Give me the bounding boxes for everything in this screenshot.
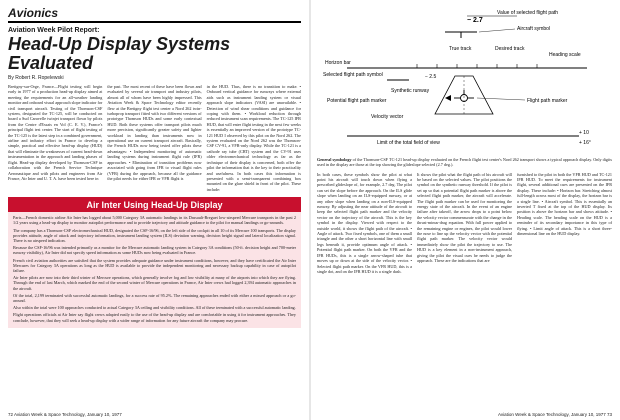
hud-diagram <box>317 6 612 154</box>
article-column: In both cases, these symbols show the pilot at what point his aircraft will touch down when flying a prescribed glideslope of, for example, 2.7 deg. The pilot can set the slope before the approach. On the ILS glide slope when landing on an ILS-equipped runway, or at any other slope when landing on a non-ILS-equipped runway. By adjusting the near attitude of the aircraft to keep the selected flight path marker and the velocity vector on the trajectory of the aircraft. This is the key symbol in the display. Viewed with respect to the outside world, it shows the flight path of the aircraft. • Angle of attack. Two fixed symbols, one of them a small triangle and the other a short horizontal line with small legs beneath it, provide optimum angle of attack. • Potential flight path marker. On both the VFR and the IFR HUDs, this is a single arrow-shaped tube that moves up or down at the side of the velocity vector. • Selected flight path marker. On the VFR HUD, this is a single dot, and on the IFR HUD it is a single dash. <box>317 171 412 274</box>
kicker: Aviation Week Pilot Report: <box>8 27 100 34</box>
headline: Head-Up Display Systems Evaluated <box>8 34 231 73</box>
box-paragraph: French civil aviation authorities are satisfied that the system provides adequate guidance under instrument conditions, however, and they have certificated the Air Inter Mercures for Category 3A operations as long as the HUD is available to provide the independent monitoring and necessary backup capability in case of autopilot failure. <box>13 257 296 273</box>
sidebar-box <box>8 197 301 328</box>
label-aircraft-symbol: Aircraft symbol <box>517 26 551 32</box>
article-column: Bretigny-sur-Orge, France—Flight testing will begin early in 1977 of a production head-up display aimed at meeting the requirements for an all-weather landing monitor and onboard visual approach slope indicator for civil transport aircraft. Testing of the Thomson-CSF system, designated the TC-125, will be conducted on board a Sud Caravelle twinjet transport flown by pilots from the Centre d'Essais en Vol (C. E. V.), France's principal flight test center. The start of flight testing of the TC-125 is the latest step in a combined government, airline and industry effort in France to develop a simple, practical and effective head-up display (HUD) that will eliminate the weaknesses of current head-down instrumentation in the approach and landing phases of flight. Head-up display developed by Thomson-CSF in collaboration with the French Service Technique Aeronautique and with pilots and engineers from Air France, Air Inter and U. T. A. have been tested here in <box>8 84 103 181</box>
box-paragraph: Air Inter pilots are now into their third winter of Mercure operations, which generally involve fog and low visibility at many of the airports into which they are flying. Through the end of last March, which marked the end of the second winter of Mercure operations in France, Air Inter crews had logged 2,394 automatic approaches in the aircraft. <box>13 275 296 291</box>
section-title: Avionics <box>8 6 59 20</box>
label-flight-path-marker: Flight path marker <box>527 98 568 104</box>
page-folio-left: 72 Aviation Week & Space Technology, January 10, 1977 <box>8 412 122 417</box>
article-columns-right <box>317 172 612 275</box>
label-heading-scale: Heading scale <box>549 52 581 58</box>
left-page <box>0 0 309 420</box>
box-paragraph: Flight operations officials at Air Inter say flight crews adapted easily to the use of the head-up display and are comfortable in using it for instrument approaches. They conclude, however, that they will seek a head-up display with a wider range of information for any future aircraft the company may procure. <box>13 312 296 323</box>
right-page <box>311 0 620 420</box>
byline: By Robert R. Ropelewski <box>8 75 64 81</box>
box-paragraph: Of the total, 2,199 terminated with successful automatic landings, for a success rate of 95.2%. The remaining approaches ended with either a missed approach or a go-around. <box>13 292 296 303</box>
article-column: in the HUD. Thus, there is no transition to make. • Onboard vertical guidance for runways where external aids such as instrument landing system or visual approach slope indicators (VASI) are unavailable. • Detection of wind shear conditions and guidance for coping with them. • Workload reduction through reduced instrument scan requirements. The TC-125 IFR HUD, that will enter flight testing in the next few weeks is essentially an improved version of the prototype TC-121 HUD I observed by this pilot on the Nord 262. The system evaluated on the Nord 262 was the Thomson-CSF CV-91, a VFR-only display. While the TC-121 is a cathode ray tube (CRT) system and the CV-91 uses older electromechanical technology as far as the technique of their display is concerned, both offer the pilot the information that is the key to their practicality and usefulness. In both cases this information is presented with a semi-transparent combining box mounted on the glare shield in front of the pilot. These include: <box>206 84 301 192</box>
label-selected-fp-symbol: Selected flight path symbol <box>323 72 383 78</box>
label-horizon-bar: Horizon bar <box>325 60 351 66</box>
figure-caption <box>317 157 612 168</box>
box-paragraph: Also within the total were 100 approaches conducted to actual Category 3A ceiling and visibility conditions. All of these terminated with a successful automatic landing. <box>13 305 296 311</box>
box-paragraph: Paris—French domestic airline Air Inter has logged about 5,000 Category 3A automatic landings in its Dassault-Breguet low-airspeed Mercure transports in the past 2 1/2 years using a head-up display to monitor autopilot performance and to provide trajectory and attitude guidance to the pilot for manual landings or go-arounds. <box>13 215 296 226</box>
article-columns <box>8 84 301 192</box>
label-value-selected-fpa: Value of selected flight path <box>497 10 559 16</box>
page-folio-right: Aviation Week & Space Technology, January 10, 1977 73 <box>498 412 612 417</box>
label-tick-16: + 16° <box>579 140 591 146</box>
label-value-2-7: − 2.7 <box>467 17 483 24</box>
article-column: It shows the pilot what the flight path of his aircraft will be based on the selected values. The pilot positions the symbol on the synthetic runway threshold. If the pilot is set up so that a potential flight path marker is above the selected flight path marker, the aircraft will accelerate. The flight path marker can be used for monitoring the energy state of the aircraft. In the event of an engine failure after takeoff, the arrow drops to a point below the velocity vector commensurate with the change in the thrust-minus-drag equation. With full power applied to the remaining engine or engines, the pilot would lower the nose to line up the velocity vector with the potential flight path marker. The velocity vector would immediately show the pilot the trajectory to use. The HUD is a key element in a non-instrument approach, giving the pilot the visual cues he needs to judge the approach. These are the indications that are <box>417 171 512 264</box>
section-rule <box>8 21 301 23</box>
label-tick-10: + 10 <box>579 130 589 136</box>
article-column: furnished to the pilot in both the VFR HUD and TC-121 IFR HUD. To meet the requirements for instrument flight, several additional cues are presented on the IFR display. These include: • Horizon bar. Stretching almost full-length across most of the display, the horizon bar is a single line. • Aircraft symbol. This is essentially an inverted T fixed at the top of the HUD display. Its position is above the horizon bar and shows attitude. • Heading scale. The heading scale on the HUD is a reminder of its secondary importance in this type of flying. • Limit angle of attack. This is a short three-dimensional line on the HUD display. <box>517 171 612 237</box>
label-velocity-vector: Velocity vector <box>371 114 404 120</box>
label-limit-total-field: Limit of the total field of view <box>377 140 440 146</box>
label-potential-fp-marker: Potential flight path marker <box>327 98 387 104</box>
sidebar-box-body <box>8 212 301 328</box>
label-value-2-5: − 2.5 <box>425 74 437 80</box>
label-desired-track: Desired track <box>495 46 525 52</box>
caption-bold: General symbology <box>317 157 352 162</box>
box-paragraph: The company has a Thomson-CSF electromechanical HUD, designated the CSF-16/96, on the left side of the cockpit in all 10 of its Mercure 100 transports. The display provides attitude, angle of attack and trajectory information, instrument landing system (ILS) deviation warning, decision height signal and lateral localization signal. There is no airspeed indication. <box>13 227 296 243</box>
box-paragraph: Because the CSF-16/96 was intended primarily as a monitor for the Mercure automatic landing system in Category 3A conditions (50-ft. decision height and 700-meter runway visibility), Air Inter did not specify speed information as some HUDs now being evaluated in France. <box>13 245 296 256</box>
hud-diagram-svg <box>317 6 612 154</box>
caption-text: of the Thomson-CSF TC-121 head-up display evaluated on the French flight test center's Nord 262 transport shows a typical approach display. Only digits used in the display are those at the top showing the glideslope selected (2.7 deg.). <box>317 157 612 168</box>
article-column: the past. The most recent of these have been flown and evaluated by several air transport and industry pilots, almost all of whom have been highly impressed. This Aviation Week & Space Technology editor recently flew at the Bretigny flight test center a Nord 262 twin-turboprop transport fitted with two different versions of prototype Thomson HUDs and some early contextual HUD. Both these systems offer transport pilots much more precision, significantly greater safety and lighter workload in landing than instruments now in operational use on current transport aircraft. Basically, the French HUDs now being tested offer pilots these advantages: • Independent monitoring of automatic landing systems during instrument flight rule (IFR) approaches. • Elimination of transition problems now associated with going from IFR to visual flight rules (VFR) during the approach, because all the guidance the pilot needs for either IFR or VFR flight is <box>107 84 202 181</box>
sidebar-box-title: Air Inter Using Head-Up Display <box>8 198 301 212</box>
label-true-track: True track <box>449 46 472 52</box>
label-synthetic-runway: Synthetic runway <box>391 88 430 94</box>
